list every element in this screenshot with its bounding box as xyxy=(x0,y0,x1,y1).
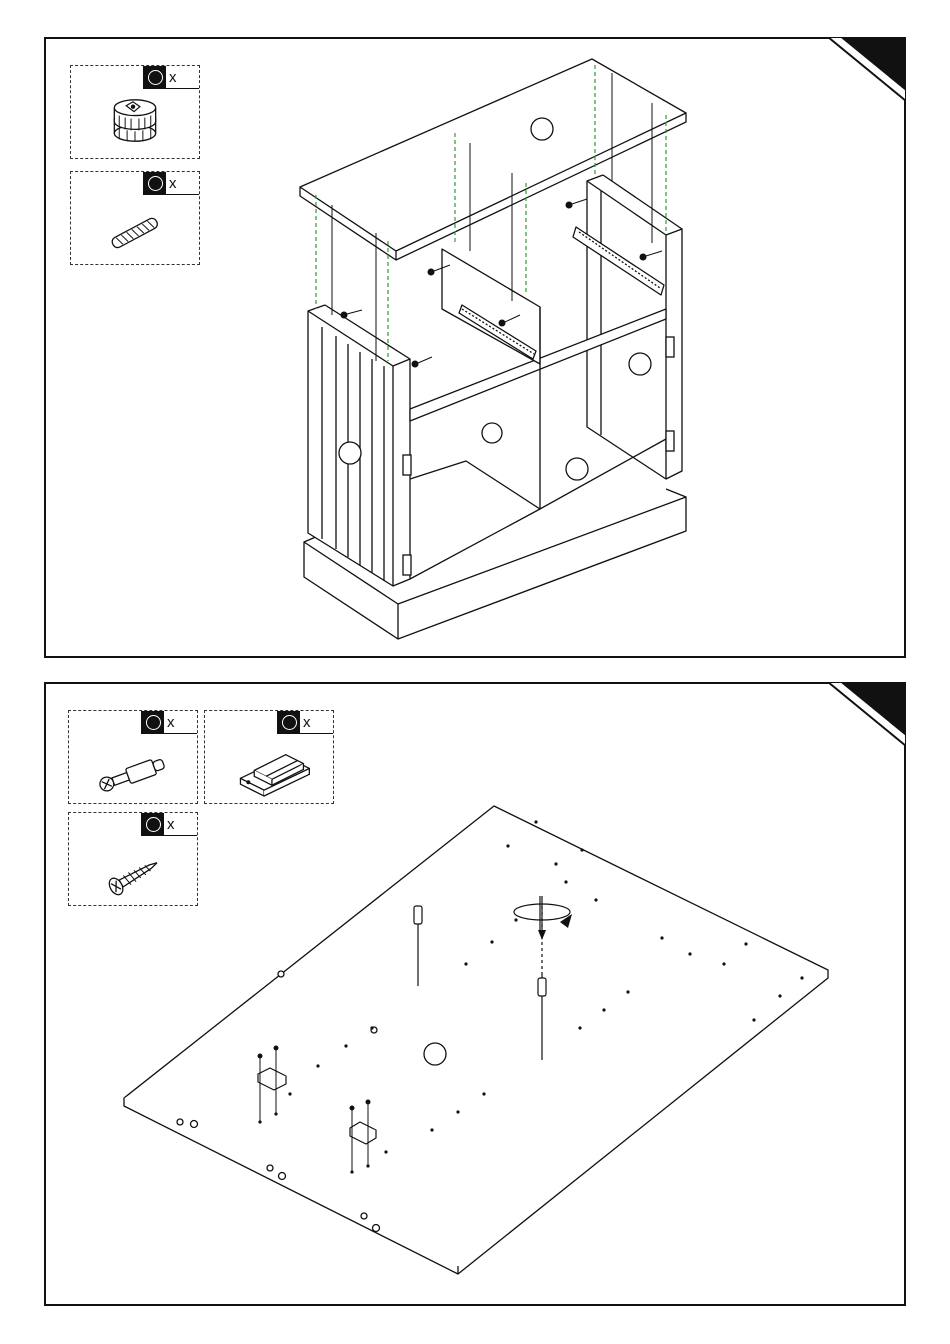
quantity-multiplier: x xyxy=(300,711,333,733)
assembly-step-panel-1 xyxy=(44,37,906,658)
quantity-multiplier: x xyxy=(166,172,199,194)
cabinet-assembly-illustration xyxy=(46,39,908,660)
bottom-board-illustration xyxy=(46,684,908,1308)
quantity-multiplier: x xyxy=(166,66,199,88)
assembly-step-panel-2 xyxy=(44,682,906,1306)
quantity-multiplier: x xyxy=(164,813,197,835)
quantity-multiplier: x xyxy=(164,711,197,733)
cam-hole xyxy=(424,1043,446,1065)
